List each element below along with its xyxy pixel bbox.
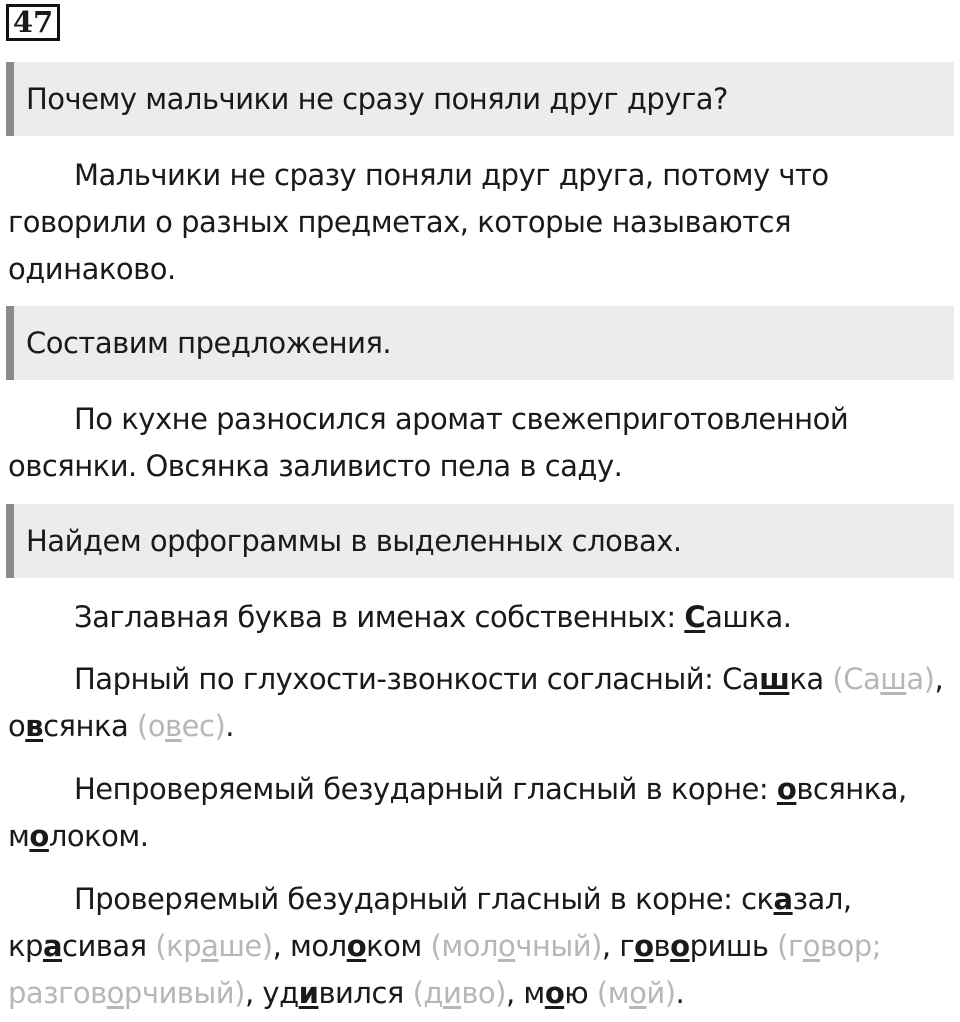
rule-unchecked-vowel: Непроверяемый безударный гласный в корне: овсянка, молоком. (8, 772, 907, 853)
rule-label: Парный по глухости-звонкости согласный: (74, 662, 714, 696)
exercise-number: 47 (6, 4, 60, 41)
spelling-mark: о (634, 929, 654, 963)
word: молоком (290, 929, 422, 963)
check-word: (мой) (596, 976, 676, 1010)
check-word: (Саша) (832, 662, 935, 696)
question-bar-2: Составим предложения. (6, 306, 954, 380)
spelling-mark: и (298, 976, 319, 1010)
spelling-mark: о (29, 819, 49, 853)
rule-label: Непроверяемый безударный гласный в корне: (74, 772, 769, 806)
word: говоришь (619, 929, 769, 963)
spelling-mark: а (42, 929, 63, 963)
spelling-mark: ш (759, 662, 790, 696)
word: сказал (741, 882, 843, 916)
spelling-mark: С (684, 600, 706, 634)
rule-label: Проверяемый безударный гласный в корне: (74, 882, 733, 916)
check-word: (молочный) (430, 929, 602, 963)
question-bar-1: Почему мальчики не сразу поняли друг друга? (6, 62, 954, 136)
spelling-mark: о (776, 772, 797, 806)
check-word: (краше) (155, 929, 273, 963)
word: Сашка (684, 600, 783, 634)
spelling-mark: в (25, 709, 44, 743)
check-word: (диво) (412, 976, 506, 1010)
spelling-mark: о (544, 976, 565, 1010)
word: овсянка (8, 709, 129, 743)
rule-capital-letter: Заглавная буква в именах собственных: Сашка. (74, 600, 792, 634)
spelling-mark: а (773, 882, 793, 916)
rule-paired-consonant: Парный по глухости-звонкости согласный: Сашка (Саша), овсянка (овес). (8, 662, 944, 743)
answer-text-1: Мальчики не сразу поняли друг друга, потому что говорили о разных предметах, которые называются одинаково. (8, 158, 829, 286)
word: мою (523, 976, 589, 1010)
check-word: (говор; разговорчивый) (8, 929, 882, 1010)
word: молоком (8, 819, 140, 853)
rule-label: Заглавная буква в именах собственных: (74, 600, 676, 634)
word: удивился (262, 976, 404, 1010)
check-word: (овес) (136, 709, 226, 743)
word: Сашка (722, 662, 824, 696)
word: овсянка (776, 772, 899, 806)
spelling-mark: о (670, 929, 690, 963)
answer-text-2: По кухне разносился аромат свежеприготовленной овсянки. Овсянка заливисто пела в саду. (8, 402, 849, 483)
rule-checked-vowel: Проверяемый безударный гласный в корне: сказал, красивая (краше), молоком (молочный), говоришь (говор; разговорчивый), удивился (диво), мою (мой). (8, 882, 882, 1010)
question-bar-3: Найдем орфограммы в выделенных словах. (6, 504, 954, 578)
word: красивая (8, 929, 147, 963)
spelling-mark: о (346, 929, 367, 963)
